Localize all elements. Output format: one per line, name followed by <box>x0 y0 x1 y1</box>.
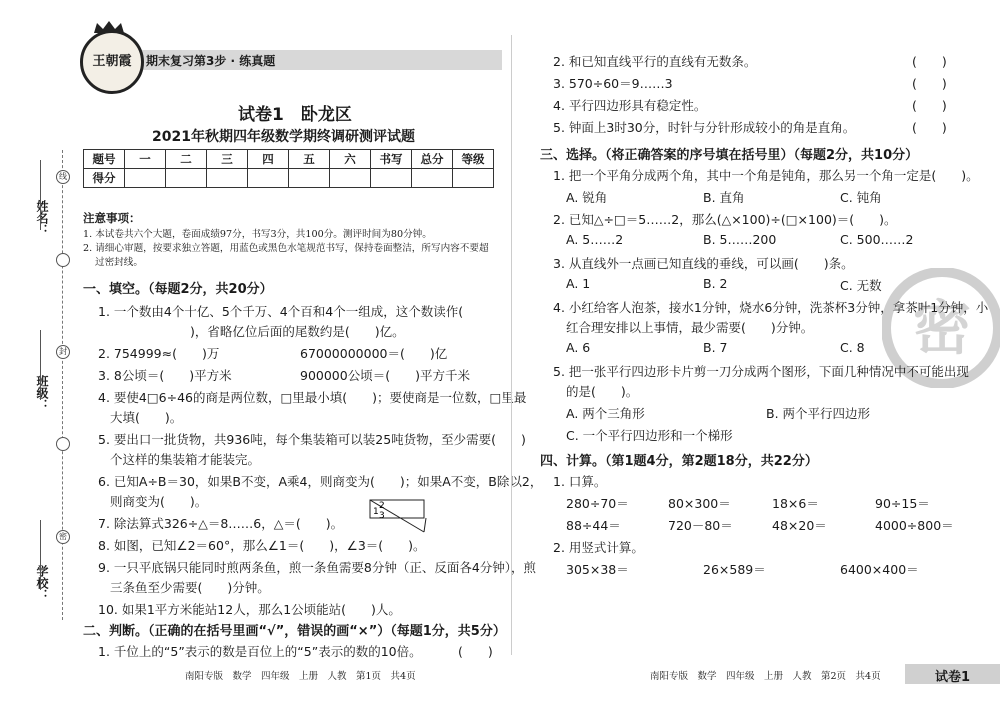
question-line: 个这样的集装箱才能装完。 <box>110 452 261 467</box>
question-line: )，省略亿位后面的尾数约是( )亿。 <box>190 324 405 339</box>
choice-option[interactable]: B. 5……200 <box>703 232 777 247</box>
section2-heading: 二、判断。（正确的在括号里画“√”，错误的画“×”）（每题1分，共5分） <box>83 624 506 639</box>
oral-calc-item: 4000÷800＝ <box>875 518 954 533</box>
question-line: 4. 要使4□6÷46的商是两位数，□里最小填( )；要使商是一位数，□里最 <box>98 390 527 405</box>
section1-heading: 一、填空。（每题2分，共20分） <box>83 282 273 297</box>
judge-item: 3. 570÷60＝9……3 <box>553 76 673 91</box>
answer-paren[interactable]: ( ) <box>912 98 947 113</box>
choice-question: 4. 小红给客人泡茶，接水1分钟，烧水6分钟，洗茶杯3分钟，拿茶叶1分钟，小 <box>553 300 989 315</box>
notes-item: 2. 请细心审题，按要求独立答题，用蓝色或黑色水笔规范书写，保持卷面整洁，所写内容不要超 <box>83 243 489 254</box>
score-table-score-row <box>84 169 494 188</box>
score-input-cell[interactable] <box>330 169 371 188</box>
fig-fold-edge <box>424 518 426 532</box>
fig-label: 3 <box>379 511 385 521</box>
answer-paren[interactable]: ( ) <box>912 120 947 135</box>
question-line: 2. 754999≈( )万 <box>98 346 220 361</box>
answer-paren[interactable]: ( ) <box>912 54 947 69</box>
question-line: 900000公顷＝( )平方千米 <box>300 368 470 383</box>
notes-item: 过密封线。 <box>95 257 143 268</box>
angle-figure <box>368 494 428 534</box>
question-line: 67000000000＝( )亿 <box>300 346 448 361</box>
score-input-cell[interactable] <box>125 169 166 188</box>
page-divider <box>511 35 512 655</box>
choice-option[interactable]: A. 两个三角形 <box>566 406 645 421</box>
score-input-cell[interactable] <box>166 169 207 188</box>
oral-calc-item: 720－80＝ <box>668 518 733 533</box>
fig-label: 2 <box>379 501 385 511</box>
choice-option[interactable]: A. 5……2 <box>566 232 624 247</box>
score-table-header-row <box>84 150 494 169</box>
brand-logo: 王朝霞 <box>80 30 144 94</box>
score-header-cell: 等级 <box>453 150 494 169</box>
choice-option[interactable]: C. 8 <box>840 340 865 355</box>
question-line: 6. 已知A÷B＝30，如果B不变，A乘4，则商变为( )；如果A不变，B除以2， <box>98 474 543 489</box>
notes-heading: 注意事项： <box>83 211 141 225</box>
score-header-cell: 三 <box>207 150 248 169</box>
choice-option[interactable]: C. 500……2 <box>840 232 914 247</box>
class-label: 班级： <box>35 375 49 411</box>
footer-right: 南阳专版 数学 四年级 上册 人教 第2页 共4页 <box>650 671 881 682</box>
score-input-cell[interactable] <box>248 169 289 188</box>
question-line: 三条鱼至少需要( )分钟。 <box>110 580 270 595</box>
judge-item: 1. 千位上的“5”表示的数是百位上的“5”表示的数的10倍。 <box>98 644 422 659</box>
binding-mark-seal: 封 <box>56 345 70 359</box>
oral-calc-item: 48×20＝ <box>772 518 827 533</box>
judge-item: 5. 钟面上3时30分，时针与分针形成较小的角是直角。 <box>553 120 856 135</box>
question-line: 9. 一只平底锅只能同时煎两条鱼，煎一条鱼需要8分钟（正、反面各4分钟），煎 <box>98 560 537 575</box>
choice-question: 2. 已知△÷□＝5……2，那么(△×100)÷(□×100)＝( )。 <box>553 212 897 227</box>
binding-mark-line: 线 <box>56 170 70 184</box>
choice-option[interactable]: C. 钝角 <box>840 190 882 205</box>
choice-option[interactable]: B. 7 <box>703 340 728 355</box>
score-input-cell[interactable] <box>371 169 412 188</box>
choice-option[interactable]: B. 2 <box>703 276 728 291</box>
notes-item: 1. 本试卷共六个大题，卷面成绩97分，书写3分，共100分。测评时间为80分钟。 <box>83 229 432 240</box>
question-line: 10. 如果1平方米能站12人，那么1公顷能站( )人。 <box>98 602 401 617</box>
oral-calc-item: 90÷15＝ <box>875 496 930 511</box>
school-label: 学校： <box>35 565 49 601</box>
page-subtitle: 2021年秋期四年级数学期终调研测评试题 <box>152 129 415 145</box>
judge-item: 2. 和已知直线平行的直线有无数条。 <box>553 54 757 69</box>
score-header-cell: 五 <box>289 150 330 169</box>
score-header-cell: 一 <box>125 150 166 169</box>
name-underline <box>40 160 41 230</box>
choice-question: 红合理安排以上事情，最少需要( )分钟。 <box>566 320 814 335</box>
question-line: 5. 要出口一批货物，共936吨，每个集装箱可以装25吨货物，至少需要( ) <box>98 432 526 447</box>
score-header-cell: 六 <box>330 150 371 169</box>
seal-char: 密 <box>912 294 972 362</box>
score-header-cell: 总分 <box>412 150 453 169</box>
choice-question: 1. 把一个平角分成两个角，其中一个角是钝角，那么另一个角一定是( )。 <box>553 168 979 183</box>
answer-paren[interactable]: ( ) <box>912 76 947 91</box>
vertical-calc-label: 2. 用竖式计算。 <box>553 540 644 555</box>
section4-heading: 四、计算。（第1题4分，第2题18分，共22分） <box>540 454 818 469</box>
choice-option[interactable]: A. 6 <box>566 340 591 355</box>
score-table <box>83 149 494 188</box>
header-bar-text: 期末复习第3步 · 练真题 <box>146 54 276 68</box>
class-underline <box>40 330 41 400</box>
answer-paren[interactable]: ( ) <box>458 644 493 659</box>
question-line: 1. 一个数由4个十亿、5个千万、4个百和4个一组成，这个数读作( <box>98 304 464 319</box>
binding-circle <box>56 253 70 267</box>
vertical-calc-item: 305×38＝ <box>566 562 629 577</box>
choice-question: 3. 从直线外一点画已知直线的垂线，可以画( )条。 <box>553 256 854 271</box>
vertical-calc-item: 6400×400＝ <box>840 562 919 577</box>
score-header-cell: 四 <box>248 150 289 169</box>
score-input-cell[interactable] <box>207 169 248 188</box>
oral-calc-item: 80×300＝ <box>668 496 731 511</box>
oral-calc-item: 18×6＝ <box>772 496 819 511</box>
footer-left: 南阳专版 数学 四年级 上册 人教 第1页 共4页 <box>185 671 416 682</box>
question-line: 3. 8公顷＝( )平方米 <box>98 368 232 383</box>
paper-tag-text: 试卷1 <box>935 670 971 685</box>
binding-circle <box>56 437 70 451</box>
name-label: 姓名： <box>35 200 49 236</box>
score-input-cell[interactable] <box>289 169 330 188</box>
score-header-cell: 题号 <box>84 150 125 169</box>
binding-mark-secret: 密 <box>56 530 70 544</box>
oral-calc-label: 1. 口算。 <box>553 474 607 489</box>
binding-dashed-line <box>62 150 63 620</box>
choice-option[interactable]: C. 无数 <box>840 278 882 293</box>
page-title: 试卷1 卧龙区 <box>238 105 352 125</box>
school-underline <box>40 520 41 590</box>
fig-label: 1 <box>373 507 379 517</box>
question-line: 大填( )。 <box>110 410 183 425</box>
choice-question: 5. 把一张平行四边形卡片剪一刀分成两个图形，下面几种情况中不可能出现 <box>553 364 969 379</box>
oral-calc-item: 88÷44＝ <box>566 518 621 533</box>
score-label-cell: 得分 <box>84 169 125 188</box>
question-line: 7. 除法算式326÷△＝8……6，△＝( )。 <box>98 516 344 531</box>
score-header-cell: 书写 <box>371 150 412 169</box>
score-input-cell[interactable] <box>453 169 494 188</box>
section3-heading: 三、选择。（将正确答案的序号填在括号里）（每题2分，共10分） <box>540 148 919 163</box>
choice-option[interactable]: C. 一个平行四边形和一个梯形 <box>566 428 733 443</box>
choice-option[interactable]: B. 直角 <box>703 190 745 205</box>
score-input-cell[interactable] <box>412 169 453 188</box>
score-header-cell: 二 <box>166 150 207 169</box>
oral-calc-item: 280÷70＝ <box>566 496 629 511</box>
choice-question: 的是( )。 <box>566 384 639 399</box>
choice-option[interactable]: A. 锐角 <box>566 190 608 205</box>
question-line: 8. 如图，已知∠2＝60°，那么∠1＝( )，∠3＝( )。 <box>98 538 426 553</box>
choice-option[interactable]: B. 两个平行四边形 <box>766 406 871 421</box>
choice-option[interactable]: A. 1 <box>566 276 591 291</box>
judge-item: 4. 平行四边形具有稳定性。 <box>553 98 707 113</box>
question-line: 则商变为( )。 <box>110 494 208 509</box>
vertical-calc-item: 26×589＝ <box>703 562 766 577</box>
